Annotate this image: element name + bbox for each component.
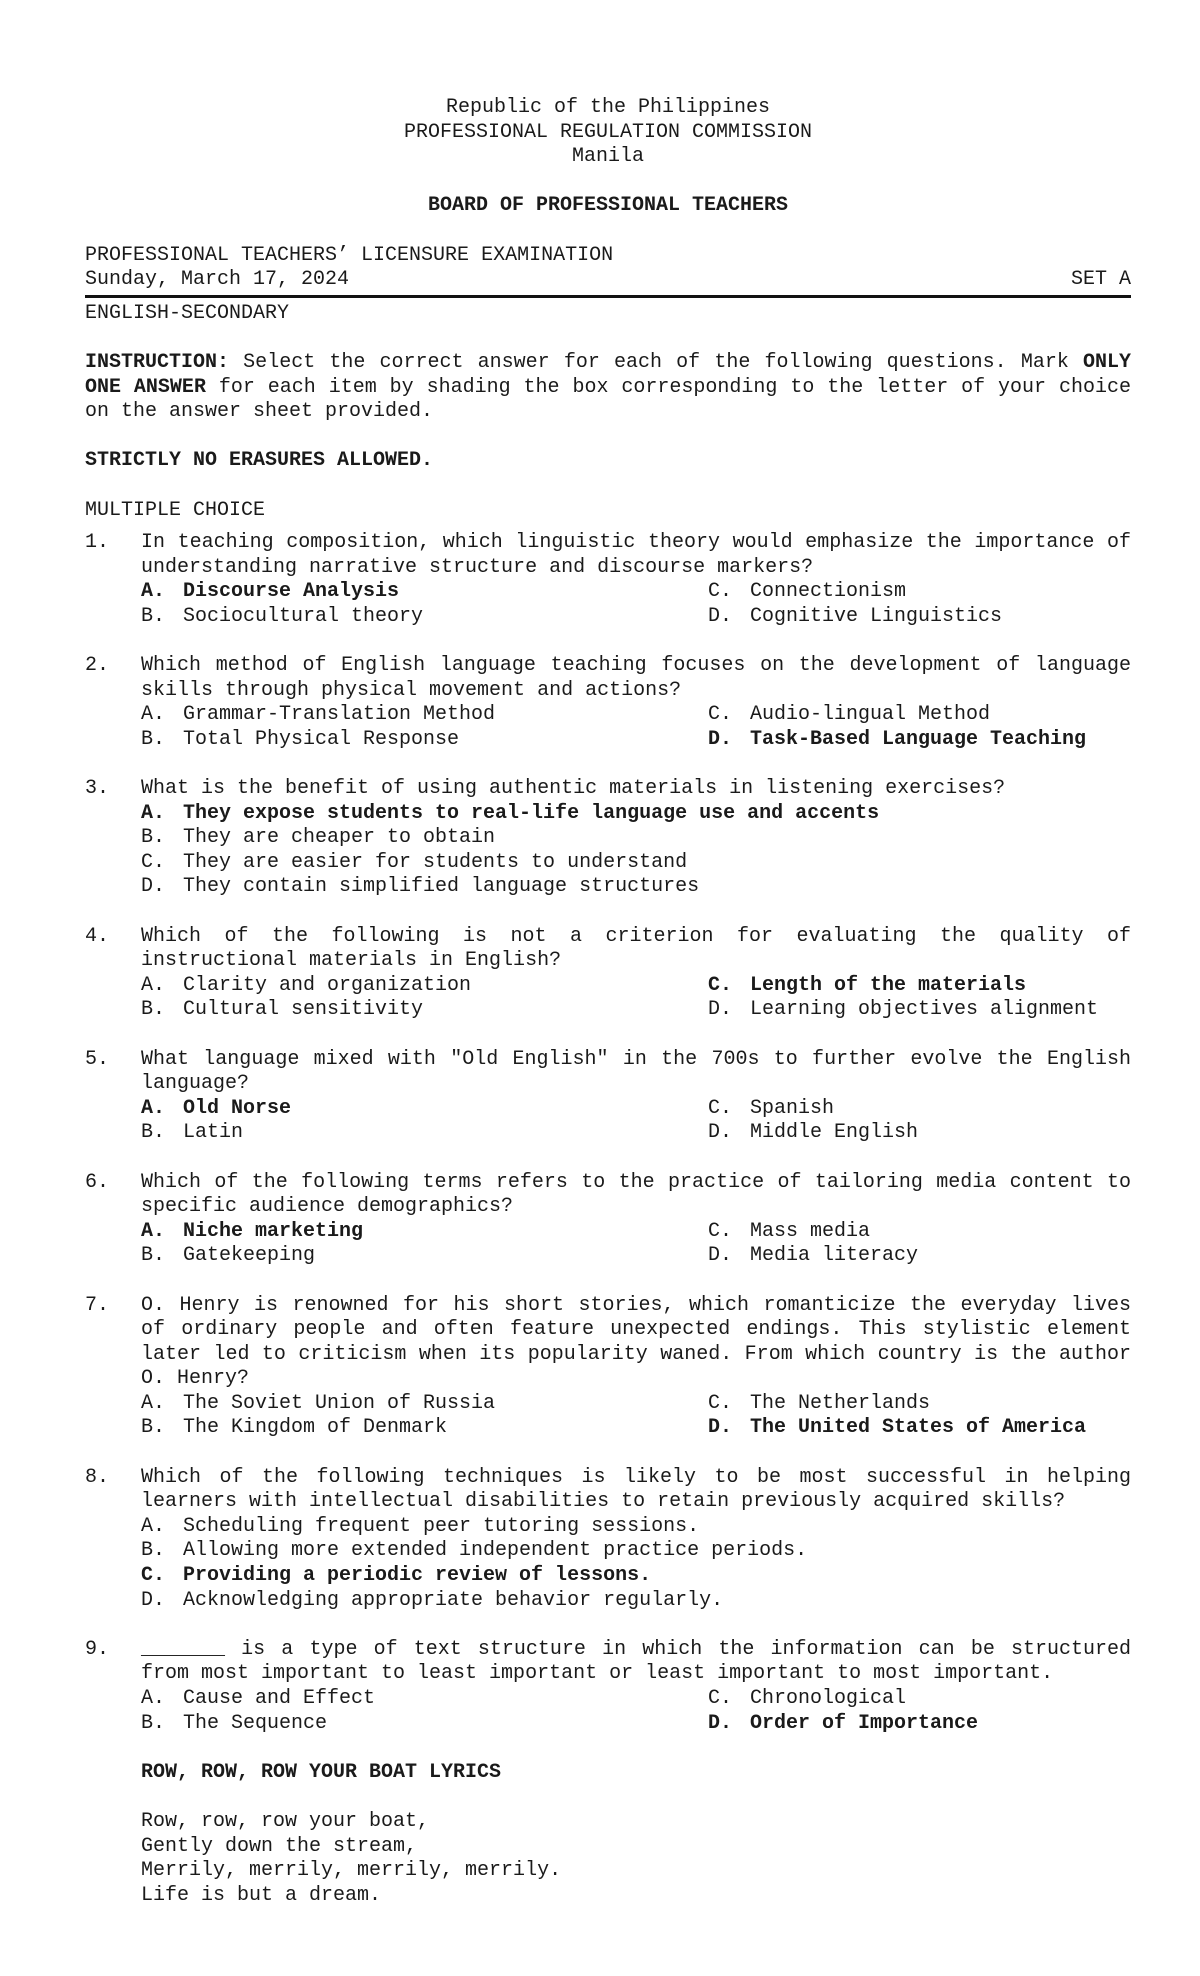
choice-letter: C. [708, 580, 733, 604]
question-8 [85, 1466, 1131, 1614]
choice-b [141, 998, 708, 1023]
choice-letter: A. [141, 1391, 166, 1415]
choice-d [708, 1416, 1131, 1441]
choice-c [708, 580, 1131, 605]
choice-letter: A. [141, 1219, 166, 1243]
choice-b [141, 1416, 708, 1441]
choice-b [141, 1539, 1131, 1564]
choice-b [141, 1121, 708, 1146]
choice-text: Task-Based Language Teaching [750, 727, 1087, 751]
question-number: 8. [85, 1465, 110, 1489]
choice-letter: B. [141, 1416, 166, 1440]
choice-c [708, 1687, 1131, 1712]
choice-text: Discourse Analysis [183, 580, 400, 604]
choice-letter: D. [708, 1416, 733, 1440]
question-number: 7. [85, 1293, 110, 1317]
choice-text: Cognitive Linguistics [750, 604, 1003, 628]
choice-text: The Kingdom of Denmark [183, 1416, 448, 1440]
choice-d [708, 998, 1131, 1023]
question-text: _______ is a type of text structure in which the information can be structured from most important to least important or least important to most important. [141, 1637, 1131, 1686]
choice-text: The United States of America [750, 1416, 1087, 1440]
question-text: In teaching composition, which linguistic theory would emphasize the importance of understanding narrative structure and discourse markers? [141, 531, 1131, 579]
choice-c [708, 1097, 1131, 1122]
choice-text: Middle English [750, 1121, 919, 1145]
choice-c [141, 851, 1131, 876]
choice-text: Audio-lingual Method [750, 703, 991, 727]
choice-a [141, 802, 1131, 827]
question-5 [85, 1048, 1131, 1146]
choice-c [708, 1220, 1131, 1245]
choice-d [708, 605, 1131, 630]
question-number: 4. [85, 924, 110, 948]
choice-letter: B. [141, 826, 166, 850]
choice-d [141, 1589, 1131, 1614]
choice-letter: C. [708, 1096, 733, 1120]
choice-d [708, 728, 1131, 753]
choice-text: Learning objectives alignment [750, 998, 1099, 1022]
choice-text: They expose students to real-life language use and accents [183, 801, 880, 825]
poem-line: Row, row, row your boat, [141, 1809, 430, 1833]
choice-letter: A. [141, 973, 166, 997]
choice-text: They contain simplified language structures [183, 875, 700, 899]
choice-text: The Soviet Union of Russia [183, 1391, 496, 1415]
instruction-emphasis: ONLY ONE ANSWER [85, 350, 1131, 399]
choice-letter: B. [141, 727, 166, 751]
choice-text: They are cheaper to obtain [183, 826, 496, 850]
question-2 [85, 654, 1131, 752]
choice-letter: C. [708, 973, 733, 997]
choice-c [708, 703, 1131, 728]
choice-c [141, 1564, 1131, 1589]
question-9 [85, 1638, 1131, 1736]
question-number: 6. [85, 1170, 110, 1194]
choice-text: Niche marketing [183, 1219, 364, 1243]
choice-text: Grammar-Translation Method [183, 703, 496, 727]
choice-a [141, 580, 708, 605]
choice-letter: A. [141, 580, 166, 604]
erasure-warning: STRICTLY NO ERASURES ALLOWED. [85, 449, 434, 473]
question-text: Which method of English language teaching focuses on the development of language skills through physical movement and actions? [141, 654, 1131, 702]
choice-letter: B. [141, 998, 166, 1022]
choice-letter: A. [141, 801, 166, 825]
choice-c [708, 1392, 1131, 1417]
choice-text: They are easier for students to understand [183, 850, 688, 874]
choice-a [141, 1220, 708, 1245]
question-text: Which of the following is not a criterion for evaluating the quality of instructional materials in English? [141, 924, 1131, 973]
choice-letter: A. [141, 1096, 166, 1120]
header-board: BOARD OF PROFESSIONAL TEACHERS [427, 194, 789, 218]
question-number: 3. [85, 777, 110, 801]
instruction-text-1: Select the correct answer for each of the following questions. Mark [229, 350, 1083, 374]
choice-letter: D. [708, 1244, 733, 1268]
choice-text: Cause and Effect [183, 1687, 376, 1710]
poem-line: Life is but a dream. [141, 1883, 382, 1907]
exam-set: SET A [1070, 268, 1131, 292]
poem-title: ROW, ROW, ROW YOUR BOAT LYRICS [141, 1760, 502, 1784]
choice-text: Acknowledging appropriate behavior regularly. [183, 1588, 724, 1612]
choice-b [141, 826, 1131, 851]
choice-a [141, 703, 708, 728]
choice-letter: B. [141, 604, 166, 628]
question-text: Which of the following techniques is likely to be most successful in helping learners with intellectual disabilities to retain previously acquired skills? [141, 1465, 1131, 1514]
choice-text: Sociocultural theory [183, 604, 424, 628]
poem-section [141, 1761, 1131, 1909]
choice-text: The Netherlands [750, 1391, 931, 1415]
instruction [85, 351, 1131, 425]
choice-letter: D. [141, 1588, 166, 1612]
choice-d [708, 1121, 1131, 1146]
choice-letter: A. [141, 703, 166, 727]
exam-document [85, 96, 1131, 1908]
subject-title: ENGLISH-SECONDARY [85, 301, 290, 325]
header-city: Manila [571, 145, 644, 169]
poem-line: Merrily, merrily, merrily, merrily. [141, 1859, 562, 1883]
choice-a [141, 974, 708, 999]
choice-text: The Sequence [183, 1711, 328, 1735]
choice-text: Allowing more extended independent practice periods. [183, 1539, 808, 1563]
choice-b [141, 1712, 708, 1737]
choice-a [141, 1687, 708, 1712]
exam-title: PROFESSIONAL TEACHERS’ LICENSURE EXAMINATION [85, 243, 614, 267]
instruction-label: INSTRUCTION: [85, 350, 230, 374]
question-4 [85, 925, 1131, 1023]
choice-letter: D. [708, 1711, 733, 1735]
choice-c [708, 974, 1131, 999]
date-row [85, 268, 1131, 293]
choice-a [141, 1515, 1131, 1540]
choice-letter: D. [141, 875, 166, 899]
choice-text: Cultural sensitivity [183, 998, 424, 1022]
question-text: O. Henry is renowned for his short stories, which romanticize the everyday lives of ordinary people and often feature unexpected endings. This stylistic element later led to criticism when its popularity waned. From which country is the author O. Henry? [141, 1293, 1131, 1391]
choice-letter: D. [708, 604, 733, 628]
header-commission: PROFESSIONAL REGULATION COMMISSION [403, 120, 813, 144]
choice-letter: B. [141, 1539, 166, 1563]
choice-text: Length of the materials [750, 973, 1027, 997]
choice-d [708, 1244, 1131, 1269]
choice-b [141, 605, 708, 630]
poem-line: Gently down the stream, [141, 1834, 418, 1858]
choice-a [141, 1097, 708, 1122]
question-number: 1. [85, 531, 110, 555]
choice-d [141, 875, 1131, 900]
choice-letter: C. [141, 850, 166, 874]
choice-letter: B. [141, 1711, 166, 1735]
choice-letter: D. [708, 727, 733, 751]
question-6 [85, 1171, 1131, 1269]
choice-letter: C. [708, 1219, 733, 1243]
choice-letter: D. [708, 1121, 733, 1145]
choice-d [708, 1712, 1131, 1737]
question-number: 5. [85, 1047, 110, 1071]
question-1 [85, 531, 1131, 629]
choice-text: Media literacy [750, 1244, 919, 1268]
choice-text: Connectionism [750, 580, 907, 604]
choice-letter: C. [141, 1564, 166, 1588]
choice-b [141, 1244, 708, 1269]
choice-text: Order of Importance [750, 1711, 979, 1735]
question-number: 2. [85, 654, 110, 678]
choice-text: Gatekeeping [183, 1244, 316, 1268]
choice-text: Spanish [750, 1096, 835, 1120]
choice-letter: B. [141, 1244, 166, 1268]
choice-text: Mass media [750, 1219, 871, 1243]
choice-letter: C. [708, 703, 733, 727]
choice-text: Scheduling frequent peer tutoring sessions. [183, 1514, 700, 1538]
section-title: MULTIPLE CHOICE [85, 498, 266, 522]
choice-letter: C. [708, 1391, 733, 1415]
choice-text: Providing a periodic review of lessons. [183, 1564, 652, 1588]
choice-letter: B. [141, 1121, 166, 1145]
question-3 [85, 777, 1131, 900]
header-republic: Republic of the Philippines [445, 96, 771, 119]
choice-letter: A. [141, 1514, 166, 1538]
question-number: 9. [85, 1637, 110, 1661]
question-text: Which of the following terms refers to the practice of tailoring media content to specific audience demographics? [141, 1170, 1131, 1219]
header-rule [85, 295, 1131, 298]
choice-text: Old Norse [183, 1096, 292, 1120]
choice-letter: D. [708, 998, 733, 1022]
question-text: What is the benefit of using authentic materials in listening exercises? [141, 777, 1006, 801]
choice-text: Chronological [750, 1687, 907, 1710]
choice-letter: C. [708, 1687, 733, 1710]
question-7 [85, 1294, 1131, 1442]
question-text: What language mixed with "Old English" in the 700s to further evolve the English language? [141, 1047, 1131, 1096]
choice-text: Clarity and organization [183, 973, 472, 997]
choice-b [141, 728, 708, 753]
choice-a [141, 1392, 708, 1417]
instruction-text-2: for each item by shading the box corresponding to the letter of your choice on the answer sheet provided. [85, 375, 1131, 424]
choice-letter: A. [141, 1687, 166, 1710]
exam-date: Sunday, March 17, 2024 [85, 268, 350, 292]
choice-text: Latin [183, 1121, 244, 1145]
choice-text: Total Physical Response [183, 727, 460, 751]
